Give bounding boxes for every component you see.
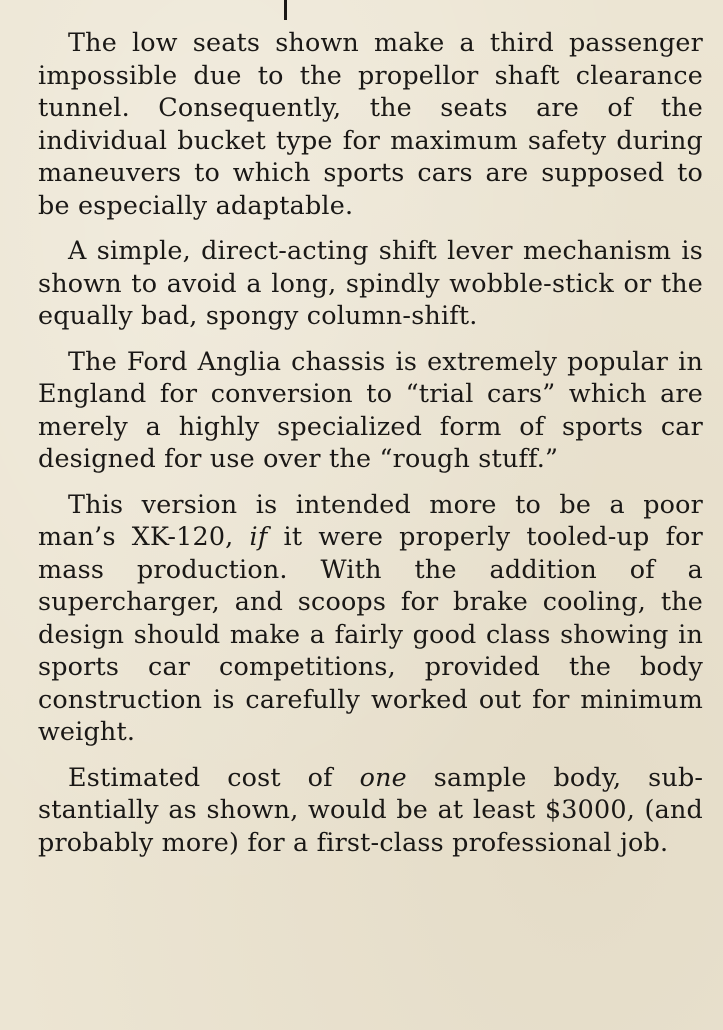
- column-rule: [284, 0, 287, 20]
- paragraph-cost-after: sample body, substantially as shown, would be at least $3000, (and probably more) for a first-class professional job.: [38, 761, 704, 857]
- paragraph-xk120-after: it were properly tooled-up for mass production. With the addition of a supercharger, and scoops for brake cooling, the design should make a fairly good class showing in sports car competitions, provided the body construction is carefully worked out for minimum weight.: [38, 521, 704, 746]
- paragraph-cost-emphasis: one: [359, 761, 407, 792]
- paragraph-xk120-before: This version is intended more to be a poor man’s XK-120,: [38, 488, 703, 551]
- paragraph-shift-lever: A simple, direct-acting shift lever mechanism is shown to avoid a long, spindly wobble-stick or the equally bad, spongy column-shift.: [38, 235, 703, 330]
- paragraph-estimated-cost: [38, 761, 703, 859]
- paragraph-cost-before: Estimated cost of: [68, 761, 360, 792]
- paragraph-ford-anglia: The Ford Anglia chassis is extremely popular in England for conversion to “trial cars” which are merely a highly specialized form of sports car designed for use over the “rough stuff.”: [38, 345, 703, 473]
- paragraph-xk120: [38, 488, 703, 748]
- paragraph-xk120-emphasis: if: [249, 521, 268, 551]
- paragraph-seats: The low seats shown make a third passenger impossible due to the propellor shaft clearance tunnel. Consequently, the seats are of the individual bucket type for maximum safety during maneuvers to which sports cars are supposed to be especially adaptable.: [38, 27, 703, 220]
